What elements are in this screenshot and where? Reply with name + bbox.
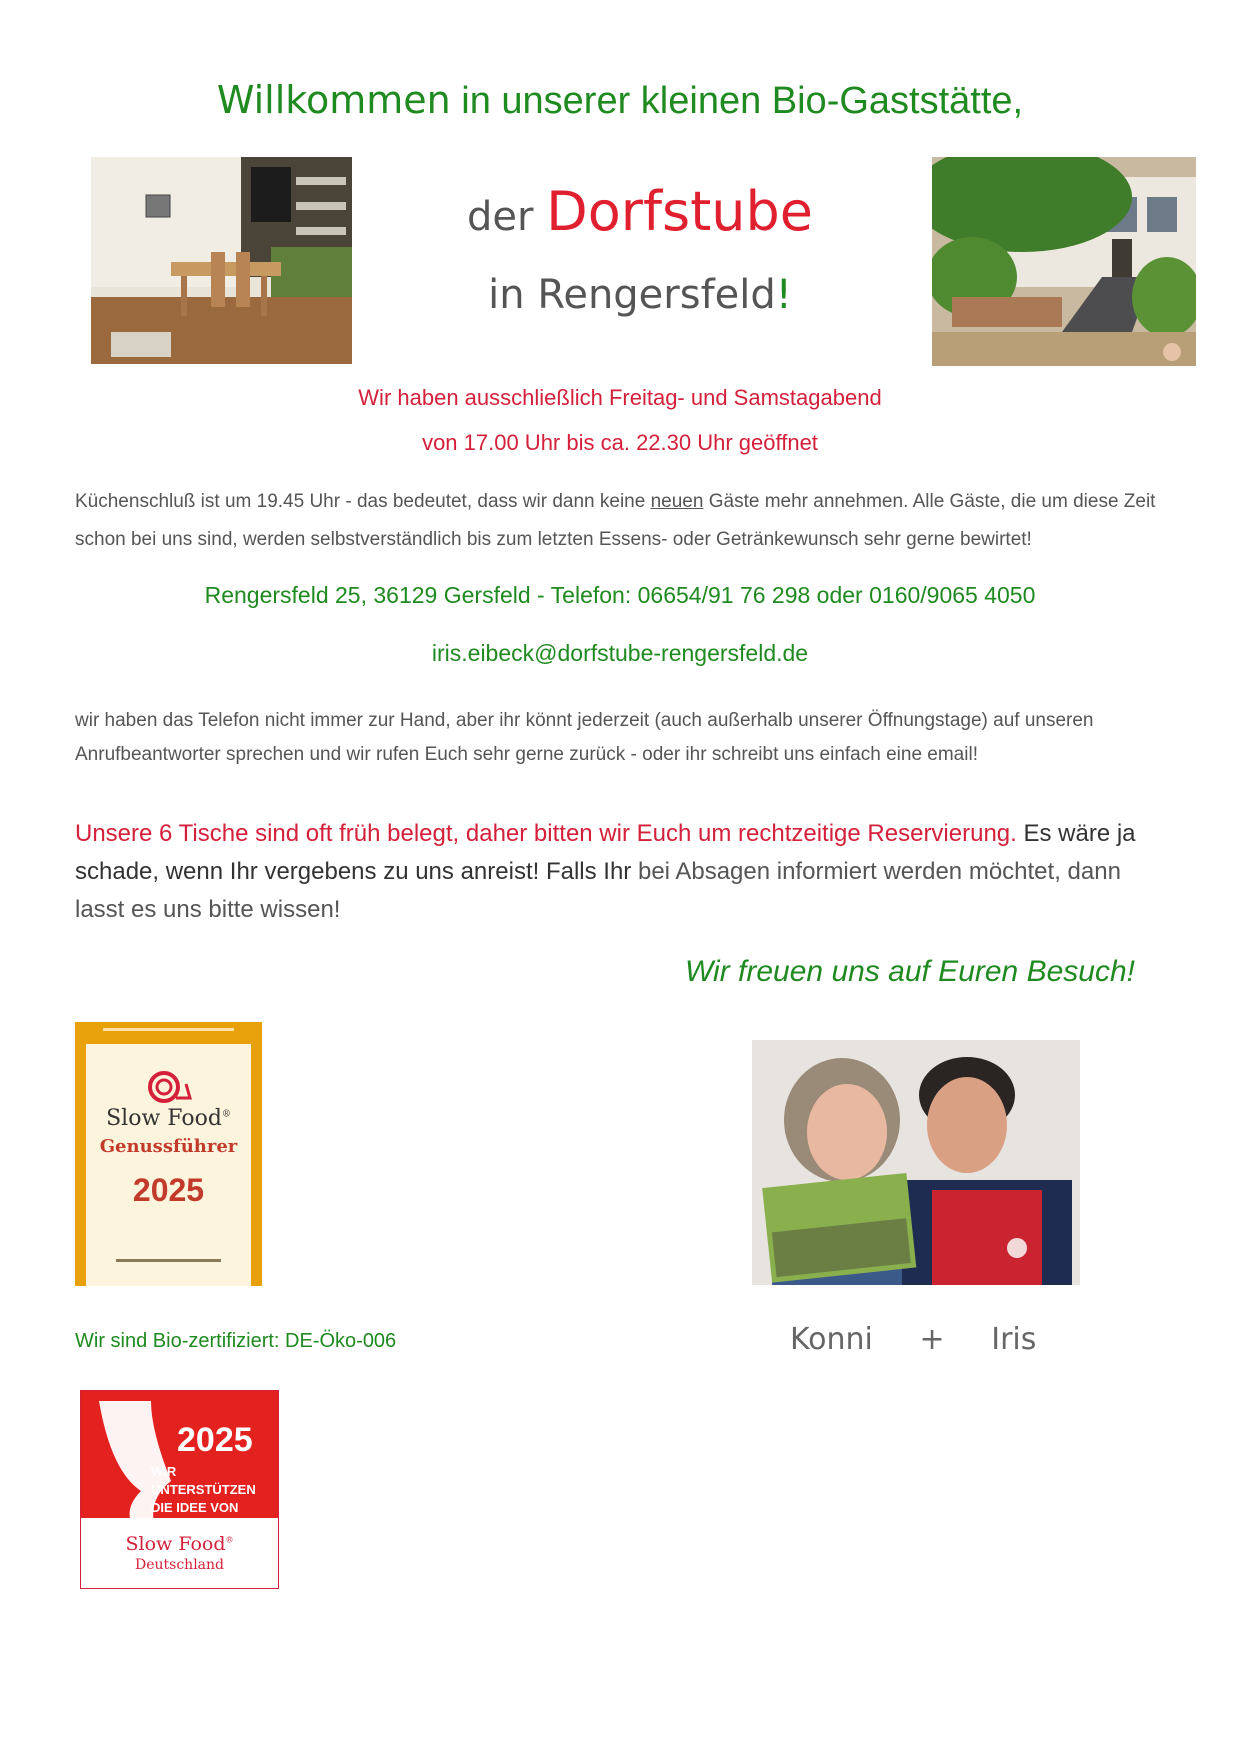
kitchen-text-underlined: neuen — [650, 491, 704, 512]
sfd-line-2: UNTERSTÜTZEN — [151, 1482, 256, 1497]
der-word: der — [466, 194, 547, 240]
owners-photo — [752, 1040, 1080, 1285]
reservation-dark-text: Es wäre ja schade, wenn Ihr vergebens zu uns anreist! Falls Ihr — [75, 820, 1136, 885]
snail-logo-icon — [146, 1070, 192, 1104]
bio-certification: Wir sind Bio-zertifiziert: DE-Öko-006 — [75, 1330, 397, 1352]
badge-fine-print-top — [83, 1028, 254, 1032]
address-phone: Rengersfeld 25, 36129 Gersfeld - Telefon: 06654/91 76 298 oder 0160/9065 4050 — [204, 582, 1036, 608]
badge-reg-mark: ® — [221, 1109, 231, 1120]
phone-note: wir haben das Telefon nicht immer zur Hand, aber ihr könnt jederzeit (auch außerhalb unserer Öffnungstage) auf unseren Anrufbeantworter sprechen und wir rufen Euch sehr gerne zurück - oder ihr schreibt uns einfach eine email! — [75, 710, 1094, 765]
opening-times: von 17.00 Uhr bis ca. 22.30 Uhr geöffnet — [422, 430, 818, 455]
interior-photo — [91, 157, 352, 364]
reservation-grey-text: bei Absagen informiert werden möchtet, dann lasst es uns bitte wissen! — [75, 858, 1121, 923]
title-rest: in unserer kleinen Bio-Gaststätte, — [450, 80, 1024, 122]
sfd-line-3: DIE IDEE VON — [151, 1500, 239, 1515]
sfd-year: 2025 — [177, 1421, 253, 1459]
page-title — [0, 78, 1240, 123]
exclamation-mark: ! — [775, 272, 792, 318]
slow-food-genussfuehrer-badge — [75, 1022, 262, 1286]
title-highlight-word: Willkommen — [216, 78, 451, 122]
welcome-message: Wir freuen uns auf Euren Besuch! — [685, 955, 1135, 988]
dorfstube-word: Dorfstube — [546, 180, 814, 243]
reservation-red-text: Unsere 6 Tische sind oft früh belegt, daher bitten wir Euch um rechtzeitige Reservierung. — [75, 820, 1017, 847]
kitchen-text-before: Küchenschluß ist um 19.45 Uhr - das bedeutet, dass wir dann keine — [75, 491, 651, 512]
exterior-photo — [932, 157, 1196, 366]
badge-year: 2025 — [132, 1172, 205, 1208]
dorfstube-heading — [370, 180, 910, 243]
reservation-note — [75, 815, 1175, 929]
email-address[interactable]: iris.eibeck@dorfstube-rengersfeld.de — [431, 640, 809, 666]
location-heading — [370, 272, 910, 318]
sfd-country: Deutschland — [135, 1557, 224, 1573]
kitchen-closing-note — [75, 483, 1175, 559]
badge-subtitle: Genussführer — [99, 1136, 238, 1157]
sfd-brand-text: Slow Food — [125, 1533, 226, 1555]
sfd-reg-mark: ® — [225, 1535, 234, 1545]
owner-names: Konni + Iris — [790, 1322, 1037, 1357]
opening-days: Wir haben ausschließlich Freitag- und Samstagabend — [358, 385, 882, 410]
kitchen-text-after: Gäste mehr annehmen. Alle Gäste, die um diese Zeit schon bei uns sind, werden selbstverständlich bis zum letzten Essens- oder Getränkewunsch sehr gerne bewirtet! — [75, 491, 1156, 550]
badge-fine-print — [116, 1259, 221, 1262]
badge-brand-text: Slow Food — [106, 1106, 222, 1131]
location-text: in Rengersfeld — [488, 272, 776, 318]
badge-brand — [86, 1106, 251, 1131]
sfd-line-1: WIR — [151, 1464, 177, 1479]
sfd-brand — [81, 1533, 278, 1555]
sfd-support-text — [151, 1463, 256, 1517]
slow-food-deutschland-badge — [80, 1390, 279, 1589]
